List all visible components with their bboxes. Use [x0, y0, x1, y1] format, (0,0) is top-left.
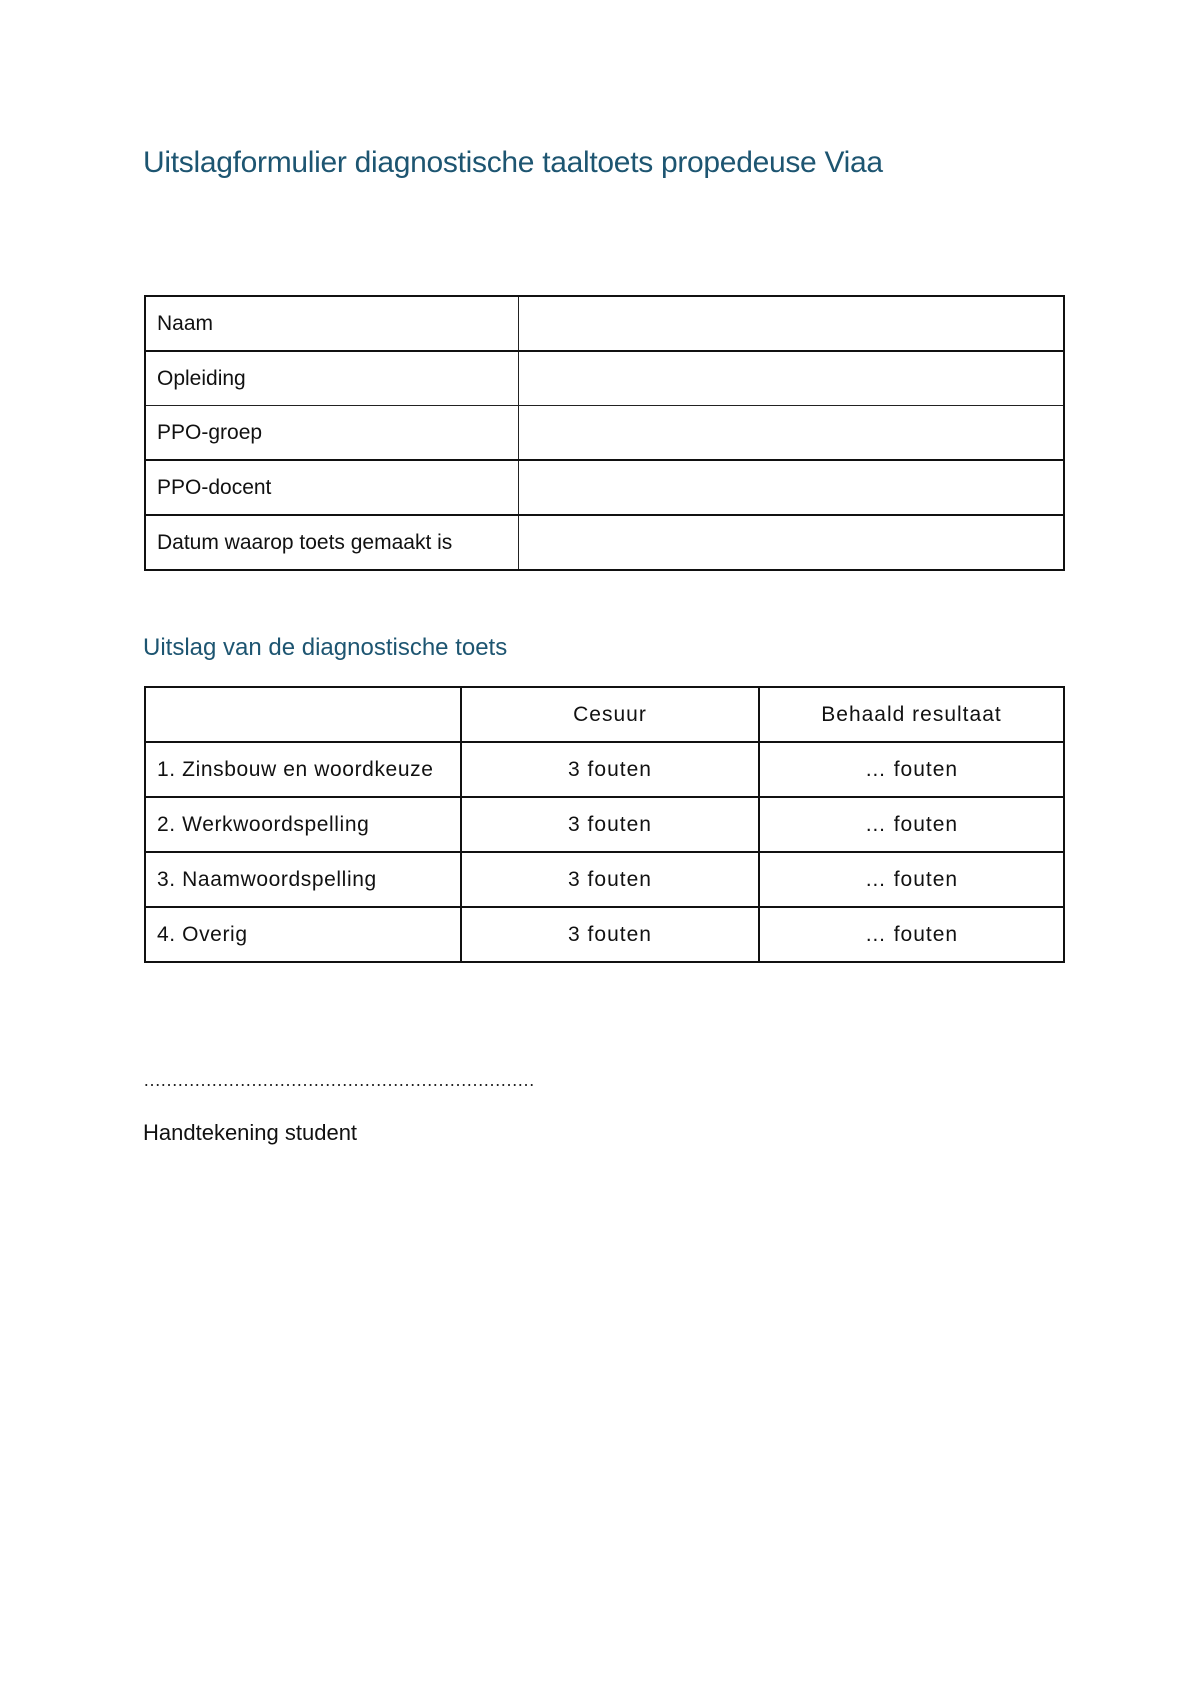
field-value-opleiding[interactable]	[519, 351, 1065, 406]
signature-caption: Handtekening student	[143, 1120, 358, 1145]
field-label-opleiding: Opleiding	[145, 351, 519, 406]
table-row	[145, 797, 1064, 852]
field-label-ppo-groep: PPO-groep	[145, 406, 519, 461]
cesuur-value: 3 fouten	[461, 797, 759, 852]
header-category	[145, 687, 461, 742]
category-label: 1. Zinsbouw en woordkeuze	[145, 742, 461, 797]
table-row	[145, 351, 1064, 406]
field-value-naam[interactable]	[519, 296, 1065, 351]
header-cesuur: Cesuur	[461, 687, 759, 742]
category-label: 2. Werkwoordspelling	[145, 797, 461, 852]
field-label-datum: Datum waarop toets gemaakt is	[145, 515, 519, 570]
field-value-ppo-groep[interactable]	[519, 406, 1065, 461]
field-label-naam: Naam	[145, 296, 519, 351]
result-value[interactable]: … fouten	[759, 742, 1064, 797]
table-header-row	[145, 687, 1064, 742]
table-row	[145, 852, 1064, 907]
table-row	[145, 907, 1064, 962]
field-value-ppo-docent[interactable]	[519, 460, 1065, 515]
result-value[interactable]: … fouten	[759, 852, 1064, 907]
table-row	[145, 296, 1064, 351]
table-row	[145, 515, 1064, 570]
field-value-datum[interactable]	[519, 515, 1065, 570]
cesuur-value: 3 fouten	[461, 742, 759, 797]
page-title: Uitslagformulier diagnostische taaltoets propedeuse Viaa	[143, 146, 883, 179]
table-row	[145, 742, 1064, 797]
field-label-ppo-docent: PPO-docent	[145, 460, 519, 515]
table-row	[145, 406, 1064, 461]
cesuur-value: 3 fouten	[461, 907, 759, 962]
category-label: 3. Naamwoordspelling	[145, 852, 461, 907]
table-row	[145, 460, 1064, 515]
result-value[interactable]: … fouten	[759, 907, 1064, 962]
student-info-table	[144, 295, 1065, 571]
signature-line[interactable]: ……………………………………………………………	[143, 1070, 534, 1090]
header-behaald-resultaat: Behaald resultaat	[759, 687, 1064, 742]
category-label: 4. Overig	[145, 907, 461, 962]
results-table	[144, 686, 1065, 963]
result-value[interactable]: … fouten	[759, 797, 1064, 852]
section-title-results: Uitslag van de diagnostische toets	[143, 634, 508, 661]
cesuur-value: 3 fouten	[461, 852, 759, 907]
